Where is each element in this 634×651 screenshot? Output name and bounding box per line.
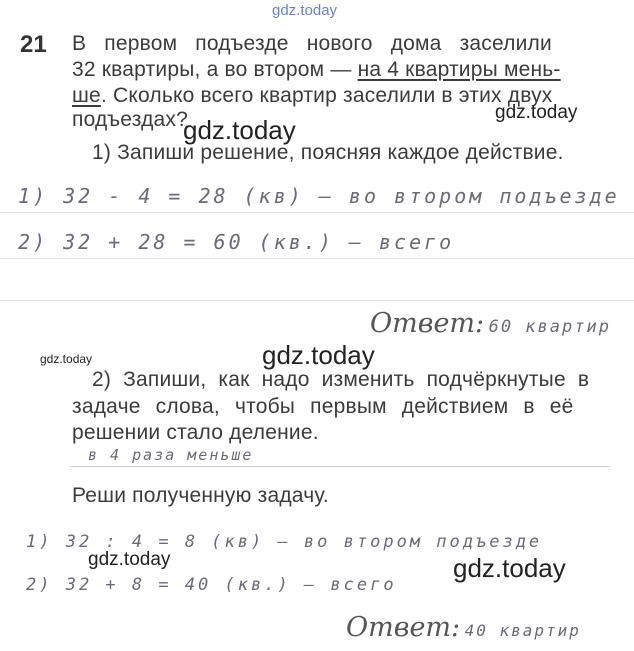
task-line-1: В первом подъезде нового дома заселили: [72, 32, 552, 55]
solution-1-answer: [370, 308, 611, 339]
answer-label: Ответ:: [346, 612, 461, 643]
answer-value: 40 квартир: [464, 621, 581, 640]
watermark-2: gdz.today: [183, 115, 296, 145]
watermark-6: gdz.today: [453, 553, 566, 583]
watermark-top: gdz.today: [272, 2, 338, 19]
rewrite-answer: в 4 раза меньше: [88, 446, 254, 464]
part-2-line-2: задаче слова, чтобы первым действием в её: [72, 395, 574, 418]
task-number: 21: [20, 31, 47, 58]
solution-2-answer: [346, 612, 581, 643]
task-line-2: [72, 58, 561, 82]
solution-1-step-2: 2) 32 + 28 = 60 (кв.) — всего: [18, 230, 455, 254]
underlined-phrase-part-2: ше: [72, 84, 101, 107]
part-2-line-3: решении стало деление.: [72, 421, 319, 444]
solve-prompt: Реши полученную задачу.: [72, 484, 329, 507]
rule-line: [0, 212, 634, 213]
answer-label: Ответ:: [370, 308, 485, 339]
rule-line: [0, 300, 634, 301]
answer-value: 60 квартир: [488, 317, 611, 337]
watermark-5: gdz.today: [88, 549, 171, 570]
rule-line: [0, 258, 634, 259]
watermark-1: gdz.today: [495, 102, 578, 123]
task-line-2-text: 32 квартиры, а во втором —: [72, 58, 358, 81]
task-line-3: [72, 84, 553, 108]
task-line-4: подъездах?: [72, 108, 189, 131]
task-line-3-text: . Сколько всего квартир заселили в этих двух: [100, 84, 553, 107]
rewrite-line: [70, 466, 610, 467]
part-2-line-1: 2) Запиши, как надо изменить подчёркнутые в: [92, 368, 590, 391]
underlined-phrase-part-1: на 4 квартиры мень-: [357, 58, 561, 81]
watermark-4: gdz.today: [262, 340, 375, 370]
solution-1-step-1: 1) 32 - 4 = 28 (кв) — во втором подъезде: [18, 184, 620, 208]
watermark-3: gdz.today: [40, 352, 93, 366]
solution-2-step-2: 2) 32 + 8 = 40 (кв.) — всего: [26, 575, 397, 595]
solution-2-step-1: 1) 32 : 4 = 8 (кв) — во втором подъезде: [26, 532, 543, 552]
part-1-instruction: 1) Запиши решение, поясняя каждое действие.: [92, 141, 564, 164]
